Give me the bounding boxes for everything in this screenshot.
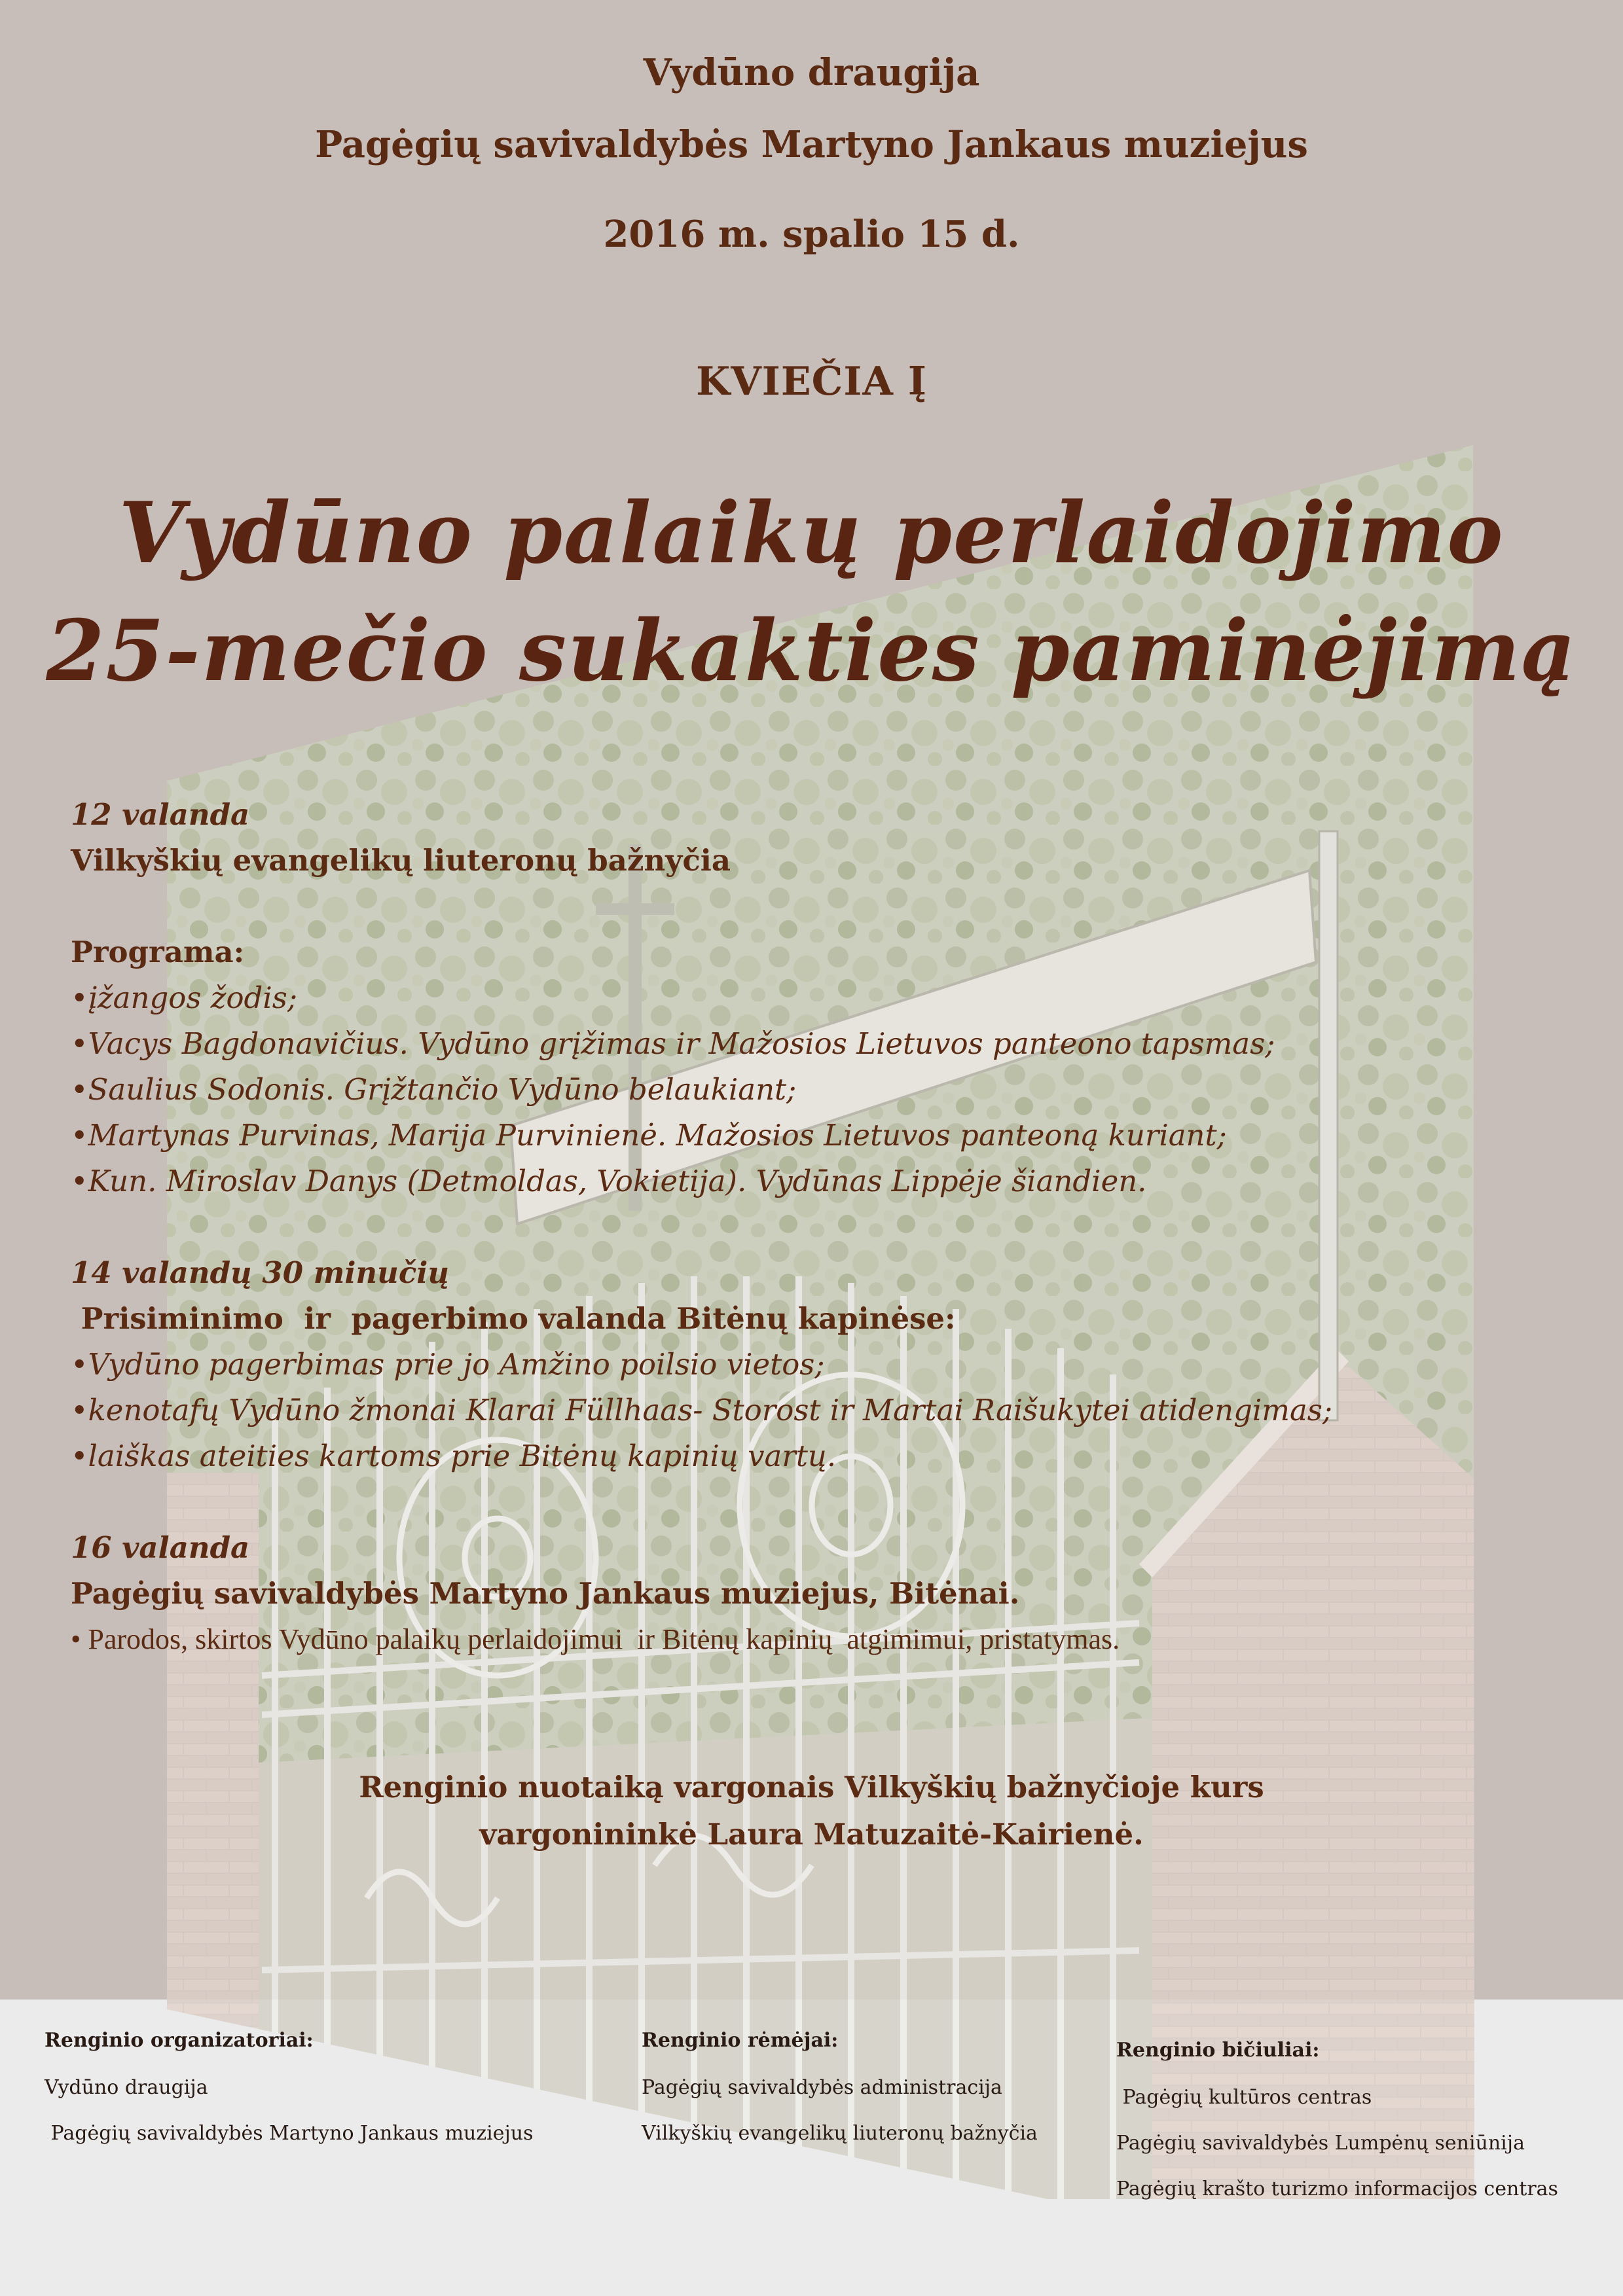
- program-item: •laiškas ateities kartoms prie Bitėnų kapinių vartų.: [71, 1439, 837, 1473]
- sponsor-item: Pagėgių savivaldybės administracija: [642, 2076, 1002, 2099]
- program-section: [71, 792, 1478, 1662]
- program-item: •Martynas Purvinas, Marija Purvinienė. Mažosios Lietuvos panteoną kuriant;: [71, 1118, 1227, 1153]
- program-item: •kenotafų Vydūno žmonai Klarai Füllhaas- Storost ir Martai Raišukytei atidengimas;: [71, 1393, 1333, 1427]
- block3-time: 16 valanda: [71, 1530, 250, 1565]
- block1-place: Vilkyškių evangelikų liuteronų bažnyčia: [71, 843, 731, 878]
- program-item: •Vacys Bagdonavičius. Vydūno grįžimas ir Mažosios Lietuvos panteono tapsmas;: [71, 1026, 1275, 1061]
- event-title-line-2: 25-mečio sukakties paminėjimą: [46, 602, 1577, 700]
- program-label: Programa:: [71, 935, 245, 969]
- friend-item: Pagėgių savivaldybės Lumpėnų seniūnija: [1116, 2132, 1525, 2155]
- friends-label: Renginio bičiuliai:: [1116, 2039, 1320, 2062]
- museum-name: Pagėgių savivaldybės Martyno Jankaus muziejus: [315, 123, 1308, 166]
- program-item: •Saulius Sodonis. Grįžtančio Vydūno belaukiant;: [71, 1072, 797, 1107]
- closing-line-1: Renginio nuotaiką vargonais Vilkyškių bažnyčioje kurs: [359, 1770, 1264, 1804]
- event-date: 2016 m. spalio 15 d.: [603, 213, 1020, 256]
- block2-place: Prisiminimo ir pagerbimo valanda Bitėnų kapinėse:: [71, 1301, 956, 1336]
- program-item: • Parodos, skirtos Vydūno palaikų perlaidojimui ir Bitėnų kapinių atgimimui, pristatymas.: [71, 1623, 1120, 1655]
- closing-note: [0, 1764, 1623, 1858]
- organizer-name: Vydūno draugija: [643, 51, 980, 94]
- block1-time: 12 valanda: [71, 797, 250, 832]
- block2-time: 14 valandų 30 minučių: [71, 1255, 450, 1290]
- organizer-item: Vydūno draugija: [45, 2076, 208, 2099]
- organizer-item: Pagėgių savivaldybės Martyno Jankaus muziejus: [45, 2122, 534, 2145]
- block3-place: Pagėgių savivaldybės Martyno Jankaus muziejus, Bitėnai.: [71, 1576, 1020, 1611]
- invite-heading: KVIEČIA Į: [696, 359, 927, 404]
- organizers-label: Renginio organizatoriai:: [45, 2029, 314, 2052]
- sponsor-item: Vilkyškių evangelikų liuteronų bažnyčia: [642, 2122, 1038, 2145]
- friend-item: Pagėgių kultūros centras: [1116, 2086, 1372, 2109]
- friend-item: Pagėgių krašto turizmo informacijos centras: [1116, 2178, 1558, 2200]
- program-item: •Vydūno pagerbimas prie jo Amžino poilsio vietos;: [71, 1347, 825, 1382]
- sponsors-label: Renginio rėmėjai:: [642, 2029, 839, 2052]
- closing-line-2: vargonininkė Laura Matuzaitė-Kairienė.: [479, 1817, 1144, 1852]
- event-title-line-1: Vydūno palaikų perlaidojimo: [119, 484, 1504, 583]
- program-item: •įžangos žodis;: [71, 980, 298, 1015]
- program-item: •Kun. Miroslav Danys (Detmoldas, Vokietija). Vydūnas Lippėje šiandien.: [71, 1164, 1147, 1198]
